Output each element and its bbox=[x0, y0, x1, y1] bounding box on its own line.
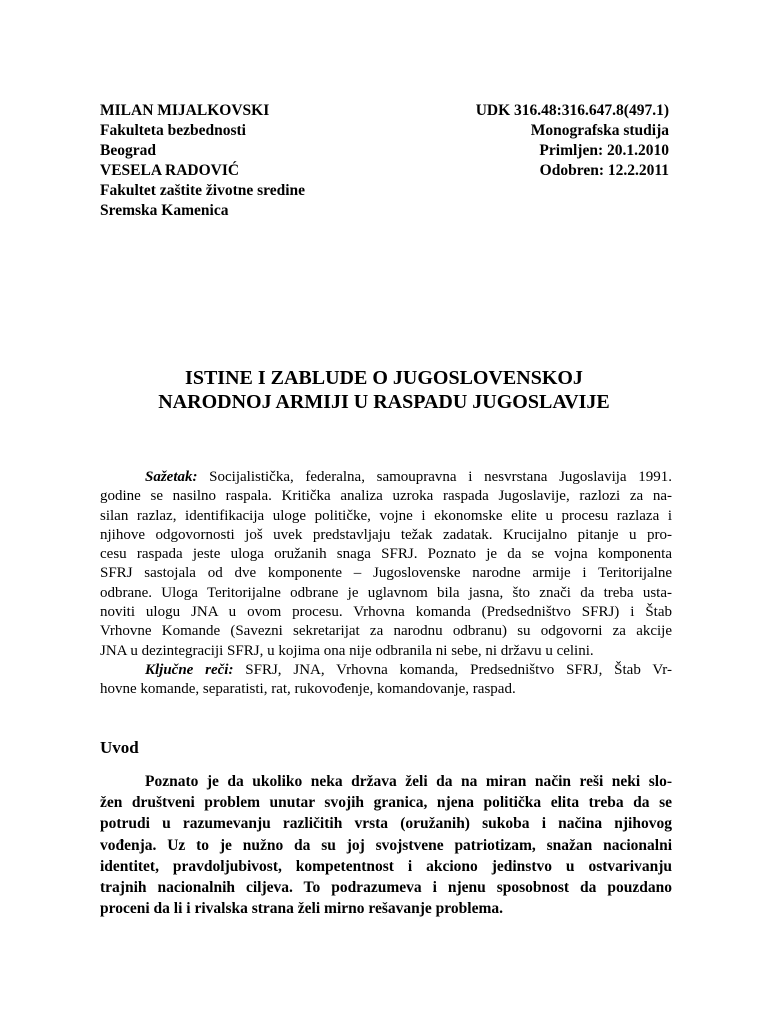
keywords-text: SFRJ, JNA, Vrhovna komanda, Predsedništvo SFRJ, Štab Vr- bbox=[233, 661, 672, 678]
keywords-line bbox=[100, 661, 672, 680]
body-line: potrudi u razumevanju različitih vrsta (oružanih) sukoba i načina njihovog bbox=[100, 815, 672, 833]
author-name: VESELA RADOVIĆ bbox=[100, 162, 240, 179]
author-city: Sremska Kamenica bbox=[100, 202, 229, 219]
author-affiliation: Fakulteta bezbednosti bbox=[100, 122, 246, 139]
received-date: Primljen: 20.1.2010 bbox=[539, 142, 669, 159]
body-line: trajnih nacionalnih ciljeva. To podrazumeva i njenu sposobnost da pouzdano bbox=[100, 879, 672, 897]
abstract-line: cesu raspada jeste uloga oružanih snaga SFRJ. Poznato je da se vojna komponenta bbox=[100, 546, 672, 563]
body-line: Poznato je da ukoliko neka država želi da na miran način reši neki slo- bbox=[145, 773, 672, 790]
body-line: identitet, pravdoljubivost, kompetentnost i akciono jedinstvo u ostvarivanju bbox=[100, 857, 672, 875]
abstract-text: Socijalistička, federalna, samoupravna i nesvrstana Jugoslavija 1991. bbox=[197, 469, 672, 485]
body-line: vođenja. Uz to je nužno da su joj svojstvene patriotizam, snažan nacionalni bbox=[100, 836, 672, 854]
abstract-line: SFRJ sastojala od dve komponente – Jugoslovenske narodne armije i Teritorijalne bbox=[100, 565, 672, 582]
abstract-line: godine se nasilno raspala. Kritička analiza uzroka raspada Jugoslavije, razlozi za na- bbox=[100, 488, 672, 505]
abstract-line: JNA u dezintegraciji SFRJ, u kojima ona nije odbranila ni sebe, ni državu u celini. bbox=[100, 642, 594, 659]
abstract-line: odbrane. Uloga Teritorijalne odbrane je uglavnom bila jasna, što znači da treba usta- bbox=[100, 584, 672, 601]
paper-title bbox=[60, 366, 708, 414]
article-type: Monografska studija bbox=[530, 122, 669, 139]
abstract-block bbox=[100, 468, 672, 700]
abstract-line: noviti ulogu JNA u ovom procesu. Vrhovna komanda (Predsedništvo SFRJ) i Štab bbox=[100, 604, 672, 621]
author-affiliation: Fakultet zaštite životne sredine bbox=[100, 182, 306, 199]
body-paragraph bbox=[100, 771, 672, 919]
author-affiliations bbox=[100, 101, 305, 221]
abstract-line bbox=[100, 468, 672, 487]
author-name: MILAN MIJALKOVSKI bbox=[100, 102, 270, 119]
udk-code: UDK 316.48:316.647.8(497.1) bbox=[475, 102, 669, 119]
abstract-line: njihove odgovornosti još uvek predstavljaju težak zadatak. Krucijalno pitanje u pro- bbox=[100, 526, 672, 543]
article-meta bbox=[476, 101, 669, 181]
author-city: Beograd bbox=[100, 142, 156, 159]
abstract-line: silan razlaz, identifikacija uloge političke, vojne i ekonomske elite u procesu razlaza i bbox=[100, 507, 672, 524]
body-line: žen društveni problem unutar svojih granica, njena politička elita treba da se bbox=[100, 794, 672, 812]
approved-date: Odobren: 12.2.2011 bbox=[539, 162, 669, 179]
section-heading: Uvod bbox=[100, 738, 139, 757]
keywords-line: hovne komande, separatisti, rat, rukovođenje, komandovanje, raspad. bbox=[100, 681, 516, 698]
abstract-line: Vrhovne Komande (Savezni sekretarijat za narodnu odbranu) su odgovorni za akcije bbox=[100, 623, 672, 640]
title-line: ISTINE I ZABLUDE O JUGOSLOVENSKOJ bbox=[185, 367, 583, 389]
keywords-label: Ključne reči: bbox=[145, 661, 234, 678]
title-line: NARODNOJ ARMIJI U RASPADU JUGOSLAVIJE bbox=[158, 391, 610, 413]
abstract-label: Sažetak: bbox=[145, 469, 198, 485]
body-line: proceni da li i rivalska strana želi mirno rešavanje problema. bbox=[100, 900, 503, 918]
